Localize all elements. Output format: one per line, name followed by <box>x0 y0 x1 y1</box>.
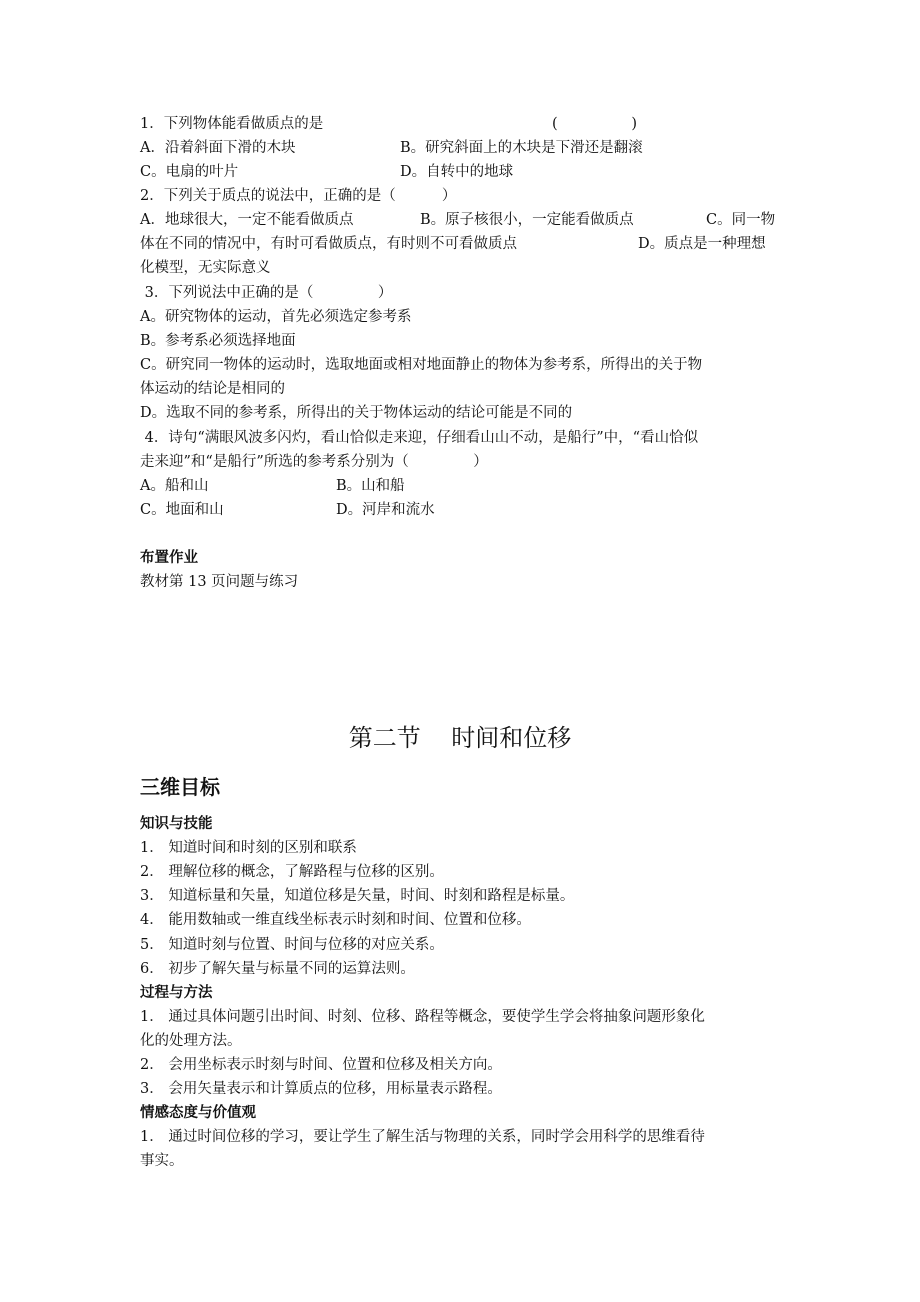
q4-option-c: C。地面和山 <box>140 502 224 518</box>
q1-answer-paren: ( ) <box>552 116 638 132</box>
knowledge-item: 4． 能用数轴或一维直线坐标表示时刻和时间、位置和位移。 <box>140 912 531 928</box>
q1-option-b: B。研究斜面上的木块是下滑还是翻滚 <box>400 140 643 156</box>
goals-heading: 三维目标 <box>140 775 220 799</box>
q4-option-b: B。山和船 <box>336 478 405 494</box>
q4-stem: 4．诗句“满眼风波多闪灼，看山恰似走来迎，仔细看山山不动，是船行”中，“看山恰似 <box>140 430 699 446</box>
knowledge-item: 1． 知道时间和时刻的区别和联系 <box>140 840 357 856</box>
q3-option-c: C。研究同一物体的运动时，选取地面或相对地面静止的物体为参考系，所得出的关于物 <box>140 357 703 373</box>
q3-option-c-cont: 体运动的结论是相同的 <box>140 381 285 397</box>
q3-option-b: B。参考系必须选择地面 <box>140 333 296 349</box>
process-heading: 过程与方法 <box>140 985 213 1001</box>
attitude-item: 1． 通过时间位移的学习，要让学生了解生活与物理的关系，同时学会用科学的思维看待 <box>140 1129 705 1145</box>
q2-option-a: A．地球很大，一定不能看做质点 <box>140 212 354 228</box>
q1-stem: 1．下列物体能看做质点的是 <box>140 116 324 132</box>
q4-option-a: A。船和山 <box>140 478 209 494</box>
q2-option-c-cont: 体在不同的情况中，有时可看做质点，有时则不可看做质点 <box>140 236 517 252</box>
q3-stem: 3．下列说法中正确的是（ ） <box>140 285 393 301</box>
knowledge-item: 3． 知道标量和矢量，知道位移是矢量，时间、时刻和路程是标量。 <box>140 888 575 904</box>
homework-heading: 布置作业 <box>140 550 198 566</box>
process-item: 2． 会用坐标表示时刻与时间、位置和位移及相关方向。 <box>140 1057 502 1073</box>
q1-option-c: C。电扇的叶片 <box>140 164 239 180</box>
attitude-heading: 情感态度与价值观 <box>140 1105 256 1121</box>
attitude-item-cont: 事实。 <box>140 1153 184 1169</box>
homework-text: 教材第 13 页问题与练习 <box>140 574 299 590</box>
q3-option-d: D。选取不同的参考系，所得出的关于物体运动的结论可能是不同的 <box>140 405 573 421</box>
q2-option-c-start: C。同一物 <box>706 212 776 228</box>
process-item: 1． 通过具体问题引出时间、时刻、位移、路程等概念，要使学生学会将抽象问题形象化 <box>140 1009 705 1025</box>
q4-option-d: D。河岸和流水 <box>336 502 435 518</box>
section-title: 第二节 时间和位移 <box>348 724 572 752</box>
knowledge-item: 2． 理解位移的概念，了解路程与位移的区别。 <box>140 864 444 880</box>
q2-option-d-cont: 化模型，无实际意义 <box>140 260 271 276</box>
process-item: 3． 会用矢量表示和计算质点的位移，用标量表示路程。 <box>140 1081 502 1097</box>
q2-stem: 2．下列关于质点的说法中，正确的是（ ） <box>140 188 457 204</box>
q1-option-d: D。自转中的地球 <box>400 164 514 180</box>
knowledge-item: 6． 初步了解矢量与标量不同的运算法则。 <box>140 961 415 977</box>
q2-option-d-start: D。质点是一种理想 <box>638 236 766 252</box>
process-item-cont: 化的处理方法。 <box>140 1033 242 1049</box>
knowledge-heading: 知识与技能 <box>140 816 213 832</box>
q3-option-a: A。研究物体的运动，首先必须选定参考系 <box>140 309 412 325</box>
q2-option-b: B。原子核很小，一定能看做质点 <box>420 212 634 228</box>
knowledge-item: 5． 知道时刻与位置、时间与位移的对应关系。 <box>140 937 444 953</box>
q1-option-a: A．沿着斜面下滑的木块 <box>140 140 296 156</box>
q4-stem-cont: 走来迎”和“是船行”所选的参考系分别为（ ） <box>140 454 488 470</box>
